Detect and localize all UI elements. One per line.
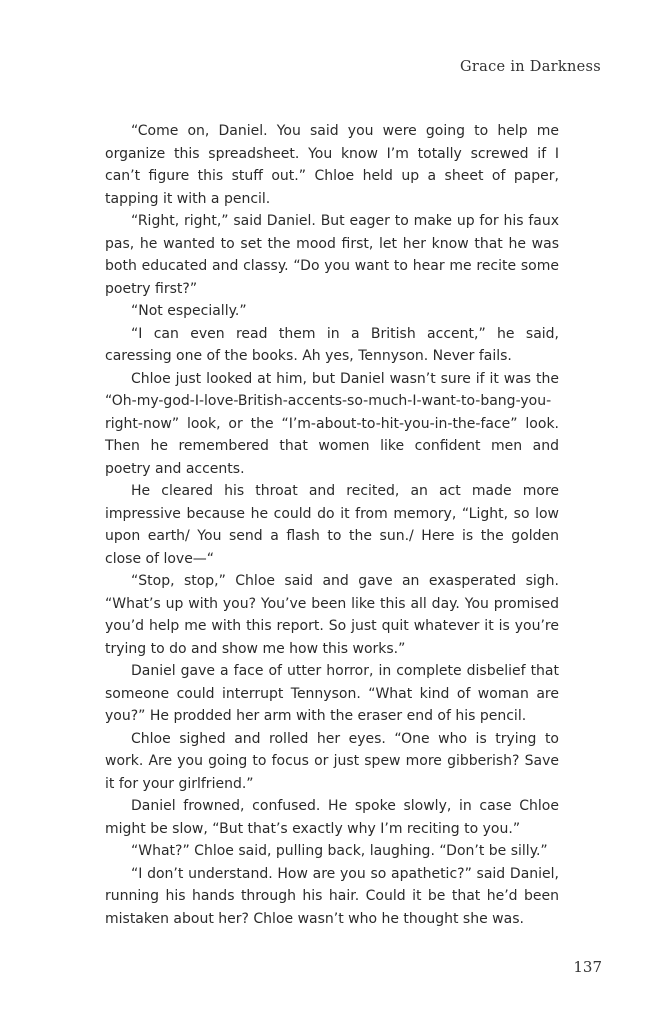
paragraph: “Not especially.” [131, 303, 247, 319]
paragraph: Daniel gave a face of utter horror, in complete disbelief that someone could interrupt Tennyson. “What kind of woman are you?” He prodded her arm with the eraser end of his pencil. [105, 663, 559, 724]
paragraph: “What?” Chloe said, pulling back, laughing. “Don’t be silly.” [131, 843, 548, 859]
paragraph: “Come on, Daniel. You said you were going to help me organize this spreadsheet. You know I’m totally screwed if I can’t figure this stuff out.” Chloe held up a sheet of paper, tapping it with a pencil. [105, 123, 559, 207]
body-text [105, 120, 559, 930]
page-number: 137 [573, 958, 602, 976]
paragraph: “I don’t understand. How are you so apathetic?” said Daniel, running his hands through his hair. Could it be that he’d been mistaken about her? Chloe wasn’t who he thought she was. [105, 865, 559, 927]
paragraph: “Right, right,” said Daniel. But eager to make up for his faux pas, he wanted to set the mood first, let her know that he was both educated and classy. “Do you want to hear me recite some poetry first?” [105, 213, 559, 297]
running-head-title: Grace in Darkness [460, 59, 601, 75]
paragraph: “Stop, stop,” Chloe said and gave an exasperated sigh. “What’s up with you? You’ve been like this all day. You promised you’d help me with this report. So just quit whatever it is you’re trying to do and show me how this works.” [105, 573, 559, 657]
paragraph: Chloe just looked at him, but Daniel wasn’t sure if it was the “Oh-my-god-I-love-British-accents-so-much-I-want-to-bang-you-right-now” look, or the “I’m-about-to-hit-you-in-the-face” look. Then he remembered that women like confident men and poetry and accents. [105, 370, 559, 477]
paragraph: Chloe sighed and rolled her eyes. “One who is trying to work. Are you going to focus or just spew more gibberish? Save it for your girlfriend.” [105, 730, 559, 792]
paragraph: Daniel frowned, confused. He spoke slowly, in case Chloe might be slow, “But that’s exactly why I’m reciting to you.” [105, 798, 559, 837]
paragraph: “I can even read them in a British accent,” he said, caressing one of the books. Ah yes, Tennyson. Never fails. [105, 325, 559, 364]
paragraph: He cleared his throat and recited, an act made more impressive because he could do it from memory, “Light, so low upon earth/ You send a flash to the sun./ Here is the golden close of love—“ [105, 483, 559, 567]
